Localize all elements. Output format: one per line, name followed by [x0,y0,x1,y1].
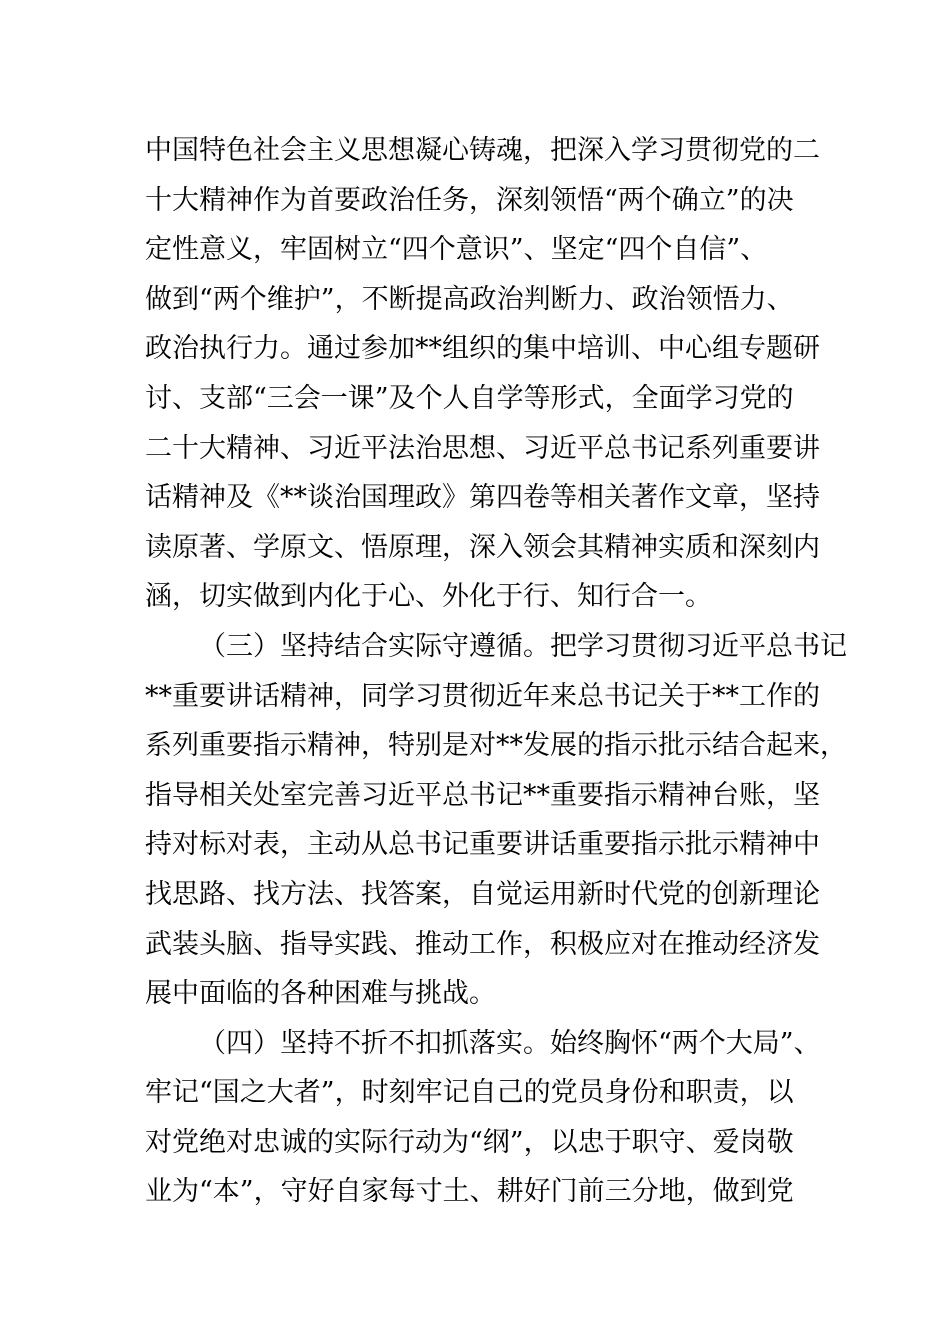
body-text [145,126,845,1217]
section-heading-line: （三）坚持结合实际守遵循。把学习贯彻习近平总书记 [199,630,847,662]
text-line: 读原著、学原文、悟原理，深入领会其精神实质和深刻内 [145,531,820,563]
text-line: 涵，切实做到内化于心、外化于行、知行合一。 [145,581,712,613]
text-line: 系列重要指示精神，特别是对**发展的指示批示结合起来， [145,730,847,762]
text-line: 业为“本”，守好自家每寸土、耕好门前三分地，做到党 [145,1176,794,1208]
text-line: 十大精神作为首要政治任务，深刻领悟“两个确立”的决 [145,184,794,216]
text-line: 政治执行力。通过参加**组织的集中培训、中心组专题研 [145,333,820,365]
text-line: 展中面临的各种困难与挑战。 [145,978,496,1010]
text-line: 中国特色社会主义思想凝心铸魂，把深入学习贯彻党的二 [145,135,820,166]
text-line: 牢记“国之大者”，时刻牢记自己的党员身份和职责，以 [145,1077,794,1109]
text-line: 武装头脑、指导实践、推动工作，积极应对在推动经济发 [145,928,820,960]
text-line: 指导相关处室完善习近平总书记**重要指示精神台账，坚 [145,779,820,811]
text-line: 讨、支部“三会一课”及个人自学等形式，全面学习党的 [145,382,794,414]
text-line: 话精神及《**谈治国理政》第四卷等相关著作文章，坚持 [145,482,820,514]
section-heading-line: （四）坚持不折不扣抓落实。始终胸怀“两个大局”、 [199,1027,821,1059]
text-line: **重要讲话精神，同学习贯彻近年来总书记关于**工作的 [145,680,820,712]
text-line: 做到“两个维护”，不断提高政治判断力、政治领悟力、 [145,283,794,315]
text-line: 二十大精神、习近平法治思想、习近平总书记系列重要讲 [145,432,820,464]
text-line: 持对标对表，主动从总书记重要讲话重要指示批示精神中 [145,829,820,861]
text-line: 找思路、找方法、找答案，自觉运用新时代党的创新理论 [145,878,820,910]
text-line: 对党绝对忠诚的实际行动为“纲”，以忠于职守、爱岗敬 [145,1126,794,1158]
text-line: 定性意义，牢固树立“四个意识”、坚定“四个自信”、 [145,234,768,266]
